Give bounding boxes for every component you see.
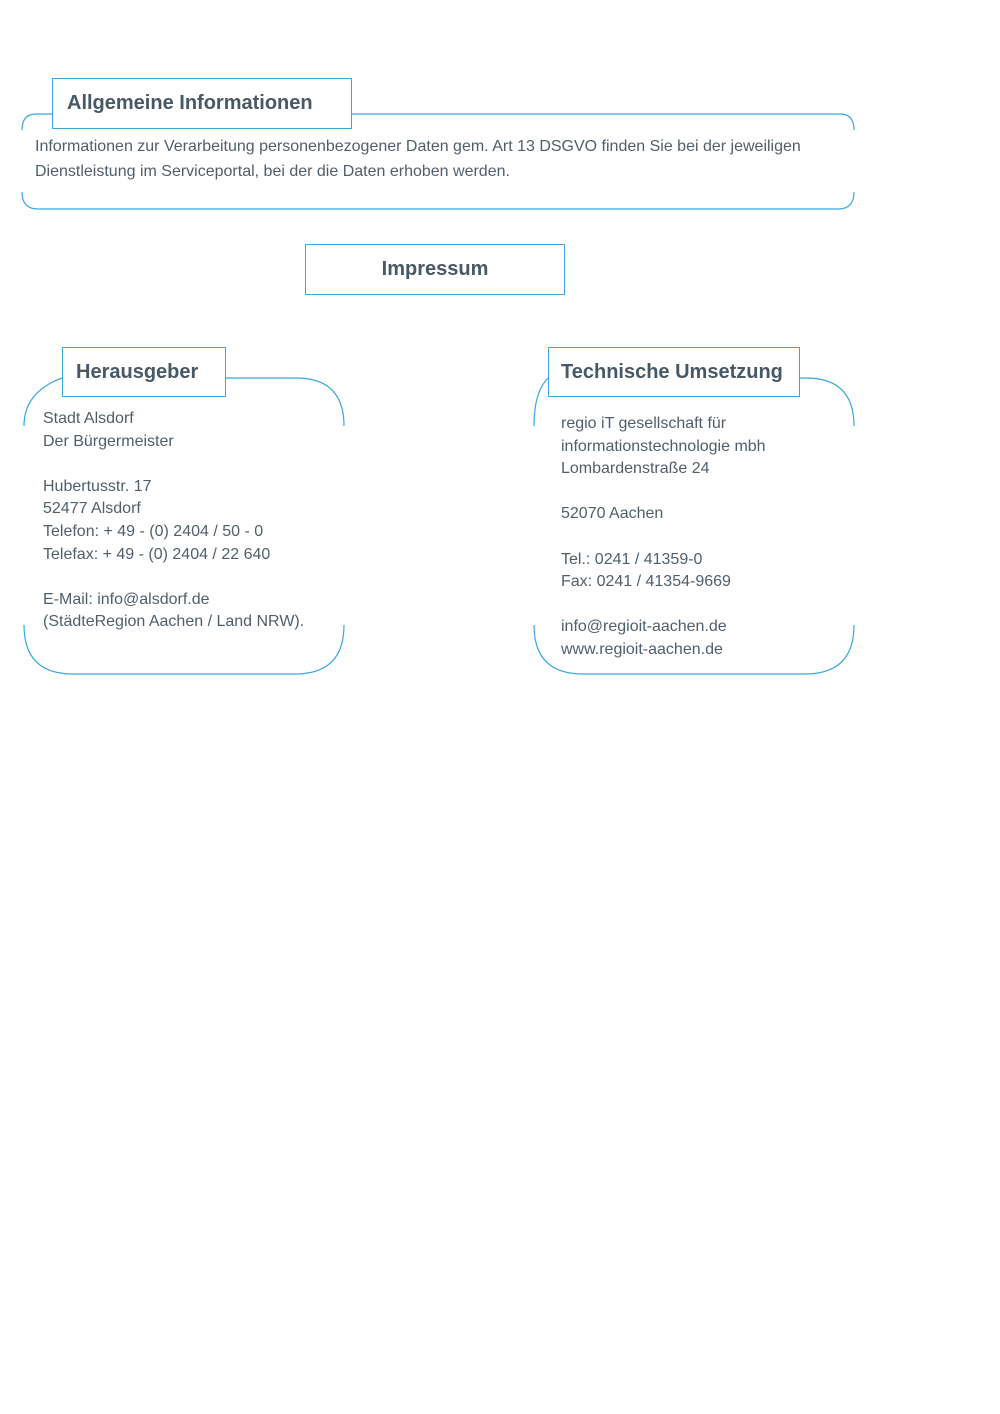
technical-website[interactable]: www.regioit-aachen.de [561, 640, 723, 658]
publisher-email[interactable]: E-Mail: info@alsdorf.de [43, 590, 210, 608]
technical-city: 52070 Aachen [561, 505, 664, 523]
publisher-city: 52477 Alsdorf [43, 500, 141, 518]
publisher-region: (StädteRegion Aachen / Land NRW). [43, 613, 305, 631]
general-info-heading [52, 78, 352, 129]
publisher-details [43, 408, 304, 634]
impressum-title: Impressum [381, 258, 489, 280]
impressum-heading [305, 244, 565, 295]
publisher-name: Stadt Alsdorf [43, 410, 134, 427]
publisher-phone: Telefon: + 49 - (0) 2404 / 50 - 0 [43, 522, 264, 540]
technical-email[interactable]: info@regioit-aachen.de [561, 618, 727, 636]
general-info-title: Allgemeine Informationen [67, 92, 313, 114]
technical-company-line1: regio iT gesellschaft für [561, 415, 727, 432]
publisher-heading [62, 347, 226, 397]
technical-phone: Tel.: 0241 / 41359-0 [561, 550, 703, 568]
technical-details [561, 413, 766, 662]
publisher-role: Der Bürgermeister [43, 432, 174, 450]
technical-company-line2: informationstechnologie mbh [561, 437, 766, 455]
publisher-street: Hubertusstr. 17 [43, 477, 152, 495]
technical-heading [548, 347, 800, 397]
technical-fax: Fax: 0241 / 41354-9669 [561, 573, 731, 591]
technical-title: Technische Umsetzung [561, 360, 783, 383]
technical-street: Lombardenstraße 24 [561, 460, 710, 478]
publisher-title: Herausgeber [76, 360, 199, 383]
publisher-fax: Telefax: + 49 - (0) 2404 / 22 640 [43, 545, 271, 563]
general-info-text: Informationen zur Verarbeitung personenbezogener Daten gem. Art 13 DSGVO finden Sie bei der jeweiligen Dienstleistung im Serviceportal, bei der die Daten erhoben werden. [35, 138, 801, 180]
